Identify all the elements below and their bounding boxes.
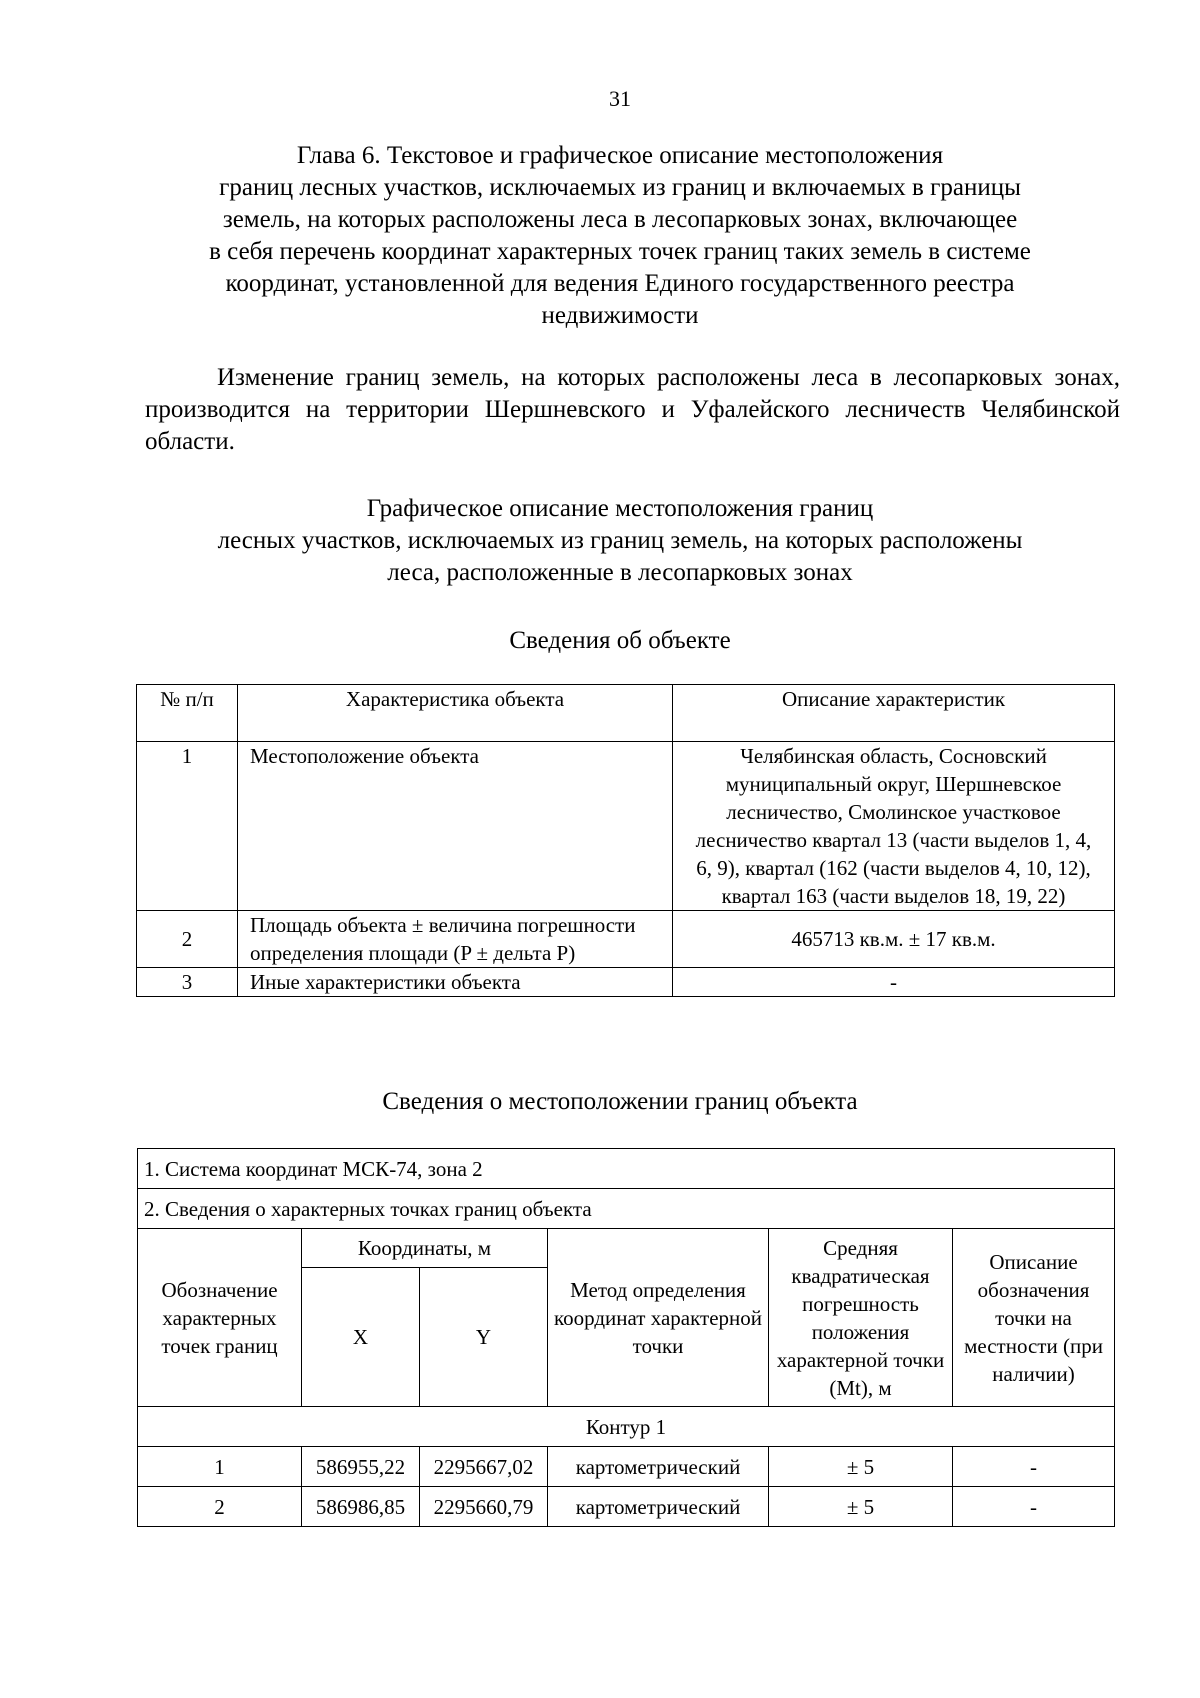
chapter-title-line: земель, на которых расположены леса в лесопарковых зонах, включающее [222,206,1018,233]
object-info-table [136,684,1115,997]
header-point: Обозначение характерных точек границ [138,1229,302,1407]
coord-system-row [138,1149,1115,1189]
chapter-title-line: недвижимости [541,302,699,329]
coord-system: 1. Система координат МСК-74, зона 2 [138,1149,1115,1189]
table-row [137,968,1115,997]
row-number: 1 [137,742,238,911]
page-number: 31 [609,86,631,111]
table-row [138,1487,1115,1527]
chapter-title-line: в себя перечень координат характерных точек границ таких земель в системе [209,238,1031,265]
row-characteristic: Местоположение объекта [238,742,673,911]
chapter-title-line: Глава 6. Текстовое и графическое описание местоположения [296,142,944,169]
section-object-info-title: Сведения об объекте [509,627,731,654]
table-row [137,742,1115,911]
section-boundaries-title: Сведения о местоположении границ объекта [382,1088,858,1115]
point-x: 586955,22 [302,1447,420,1487]
table-row [138,1447,1115,1487]
intro-paragraph: Изменение границ земель, на которых расположены леса в лесопарковых зонах, производится на территории Шершневского и Уфалейского лесничеств Челябинской области. [145,364,1120,455]
point-error: ± 5 [769,1487,953,1527]
header-coords: Координаты, м [302,1229,548,1268]
graphic-title-line: леса, расположенные в лесопарковых зонах [387,559,853,586]
table-header-row [138,1229,1115,1268]
graphic-title-line: лесных участков, исключаемых из границ земель, на которых расположены [217,527,1023,554]
point-desc: - [953,1447,1115,1487]
row-value: 465713 кв.м. ± 17 кв.м. [673,911,1115,968]
point-desc: - [953,1487,1115,1527]
header-y: Y [420,1268,548,1407]
table-header-row [137,685,1115,742]
contour-row [138,1407,1115,1447]
row-characteristic: Площадь объекта ± величина погрешности определения площади (P ± дельта P) [238,911,673,968]
row-number: 2 [137,911,238,968]
boundary-points-table [137,1148,1115,1527]
header-description: Описание характеристик [673,685,1115,742]
row-characteristic: Иные характеристики объекта [238,968,673,997]
point-id: 2 [138,1487,302,1527]
chapter-title-line: координат, установленной для ведения Единого государственного реестра [225,270,1015,297]
point-y: 2295660,79 [420,1487,548,1527]
points-title: 2. Сведения о характерных точках границ объекта [138,1189,1115,1229]
header-point-desc: Описание обозначения точки на местности (при наличии) [953,1229,1115,1407]
chapter-title-line: границ лесных участков, исключаемых из границ и включаемых в границы [219,174,1021,201]
point-method: картометрический [548,1487,769,1527]
point-x: 586986,85 [302,1487,420,1527]
header-x: X [302,1268,420,1407]
header-number: № п/п [137,685,238,742]
table-row [137,911,1115,968]
header-error: Средняя квадратическая погрешность положения характерной точки (Mt), м [769,1229,953,1407]
point-id: 1 [138,1447,302,1487]
header-characteristic: Характеристика объекта [238,685,673,742]
row-value: Челябинская область, Сосновский муниципальный округ, Шершневское лесничество, Смолинское участковое лесничество квартал 13 (части выделов 1, 4, 6, 9), квартал (162 (части выделов 4, 10, 12), квартал 163 (части выделов 18, 19, 22) [673,742,1115,911]
point-method: картометрический [548,1447,769,1487]
chapter-title [100,140,1140,332]
row-value: - [673,968,1115,997]
points-title-row [138,1189,1115,1229]
graphic-description-title [100,493,1140,589]
contour-label: Контур 1 [138,1407,1115,1447]
point-error: ± 5 [769,1447,953,1487]
graphic-title-line: Графическое описание местоположения границ [366,495,874,522]
point-y: 2295667,02 [420,1447,548,1487]
row-number: 3 [137,968,238,997]
header-method: Метод определения координат характерной точки [548,1229,769,1407]
